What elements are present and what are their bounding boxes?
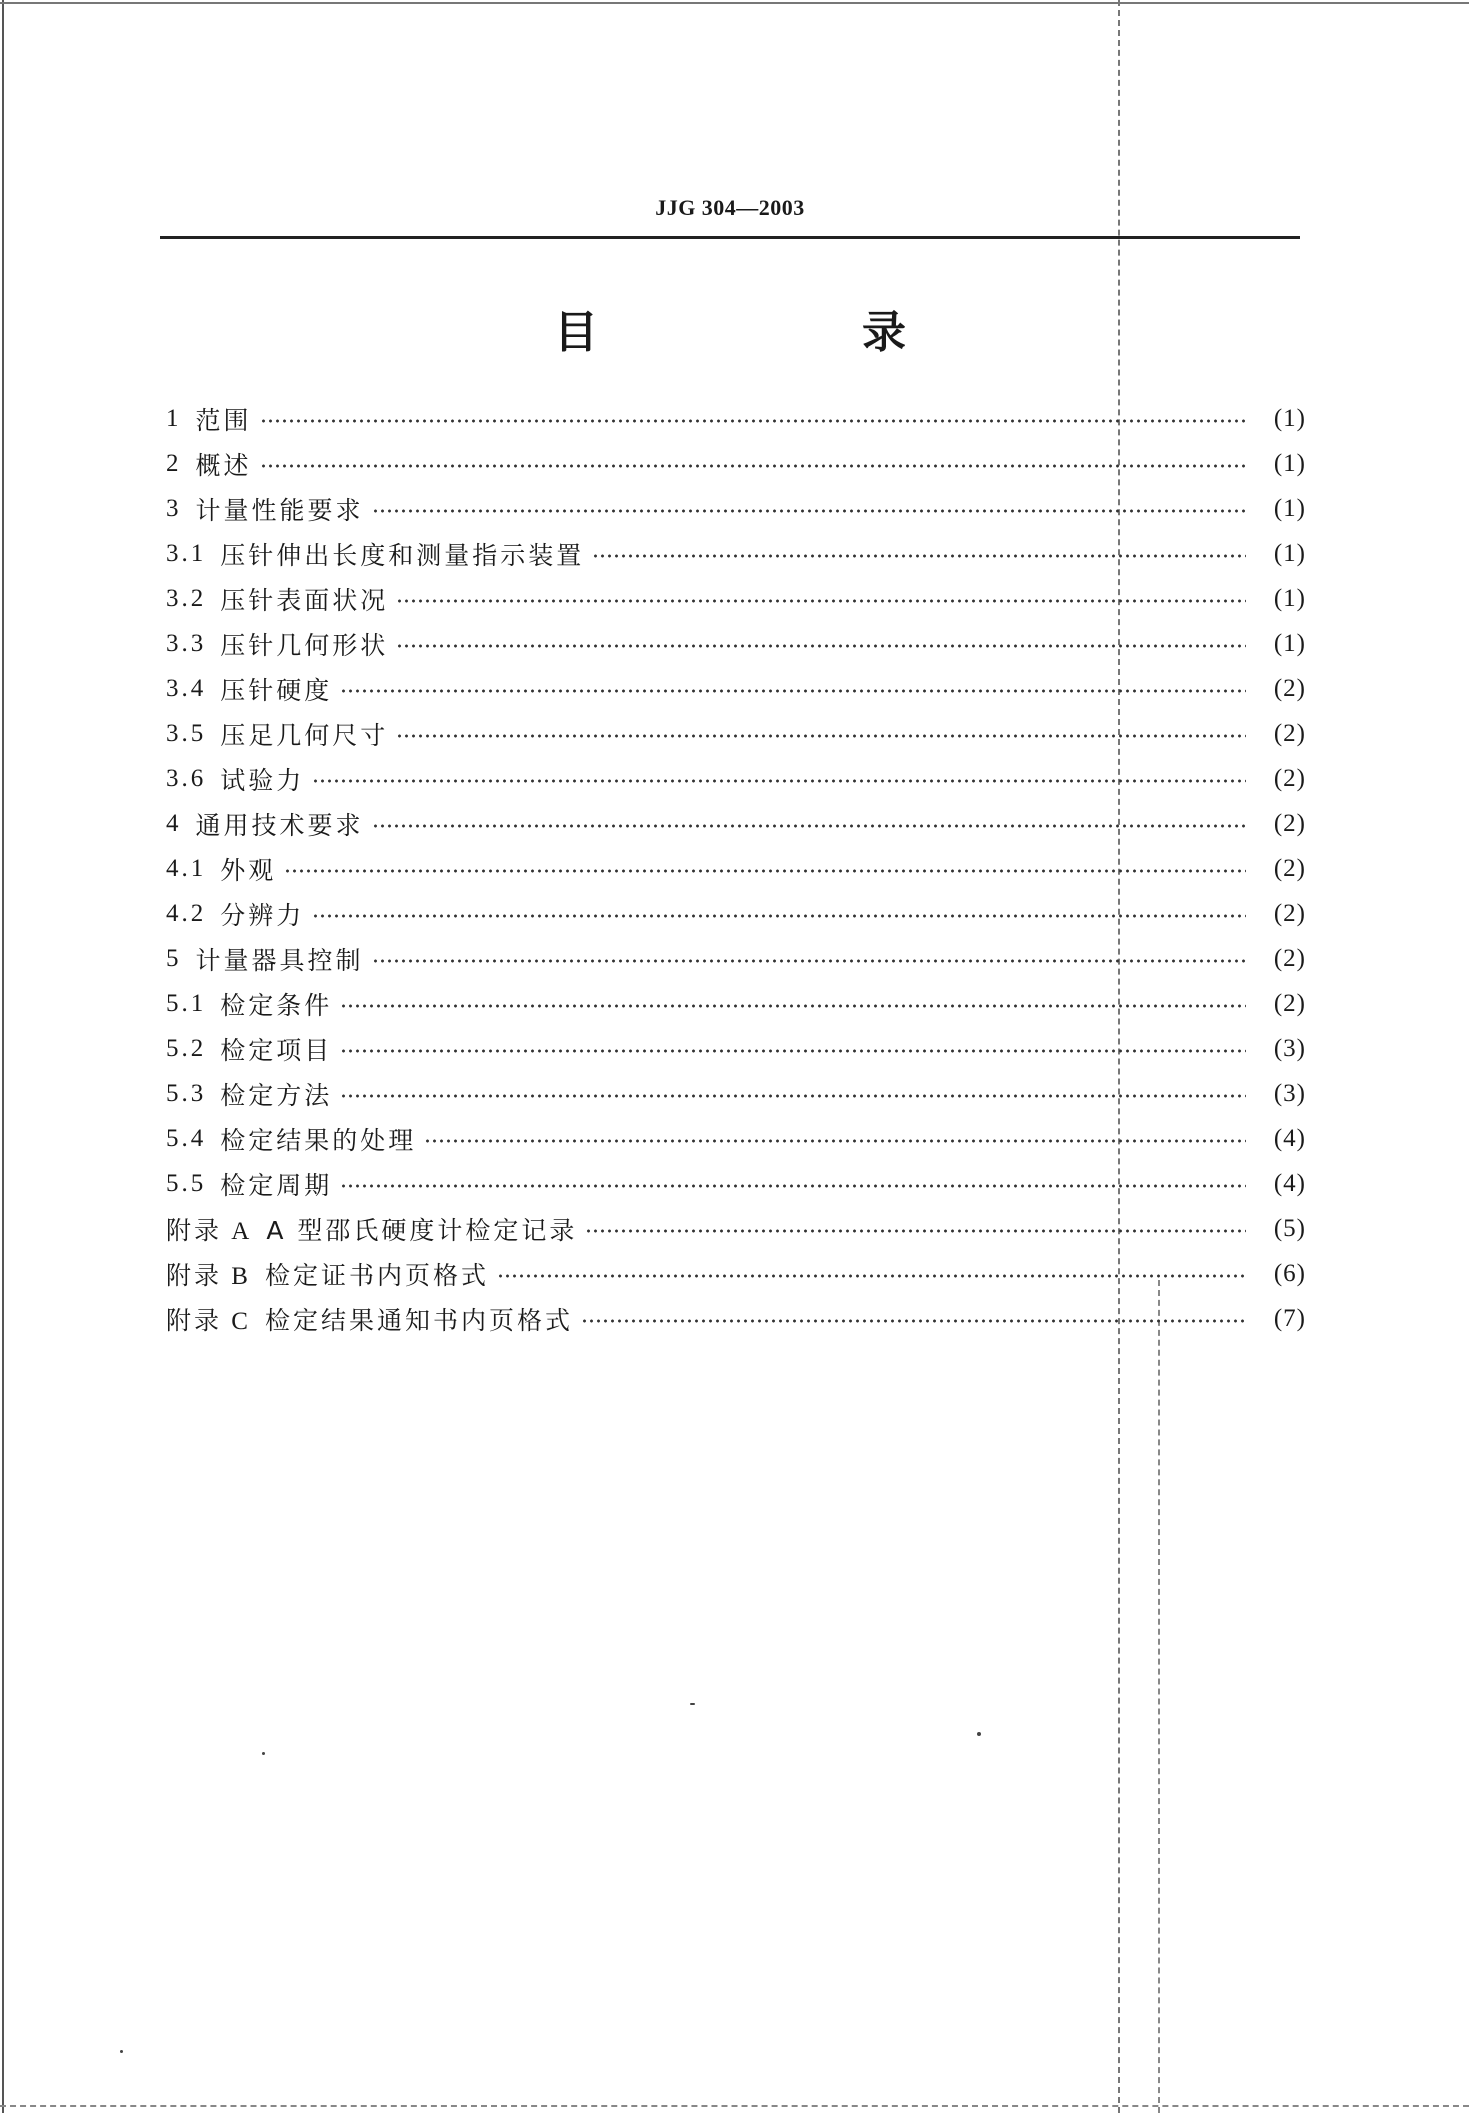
toc-entry: [166, 711, 1306, 756]
toc-entry: [166, 576, 1306, 621]
toc-entry-label: 通用技术要求: [195, 810, 364, 840]
toc-dot-leader: [396, 644, 1246, 648]
toc-entry-number: 3.2: [166, 584, 207, 612]
toc-entry-number: 附录 B: [166, 1262, 251, 1290]
toc-entry-label: 压足几何尺寸: [220, 720, 389, 750]
scan-speck: [120, 2050, 123, 2053]
toc-dot-leader: [396, 599, 1246, 603]
scan-speck: [977, 1732, 981, 1736]
toc-entry: [166, 1161, 1306, 1206]
toc-entry-page: (6): [1273, 1259, 1306, 1287]
toc-entry-page: (4): [1273, 1124, 1306, 1152]
toc-dot-leader: [340, 1184, 1246, 1188]
toc-entry-label: 计量性能要求: [195, 495, 364, 525]
toc-dot-leader: [284, 869, 1246, 873]
toc-entry-number: 2: [166, 449, 182, 477]
toc-entry: [166, 846, 1306, 891]
toc-entry-label: A 型邵氏硬度计检定记录: [266, 1215, 578, 1245]
toc-entry-number: 1: [166, 404, 182, 432]
toc-entry-label: 概述: [195, 450, 252, 480]
toc-entry-label: 试验力: [220, 765, 305, 795]
table-of-contents: [166, 396, 1306, 1341]
toc-entry: [166, 1071, 1306, 1116]
toc-entry-number: 4.2: [166, 899, 207, 927]
toc-entry: [166, 891, 1306, 936]
toc-entry: [166, 621, 1306, 666]
toc-dot-leader: [372, 824, 1246, 828]
toc-entry-label: 分辨力: [220, 900, 305, 930]
toc-entry-number: 5.1: [166, 989, 207, 1017]
toc-dot-leader: [340, 1004, 1246, 1008]
toc-entry-label: 检定条件: [220, 990, 333, 1020]
toc-entry-number: 4.1: [166, 854, 207, 882]
toc-entry-label: 检定结果的处理: [220, 1125, 417, 1155]
toc-entry-number: 3.5: [166, 719, 207, 747]
toc-dot-leader: [497, 1274, 1246, 1278]
toc-entry-label: 压针伸出长度和测量指示装置: [220, 540, 585, 570]
toc-entry-label: 检定项目: [220, 1035, 333, 1065]
toc-entry-page: (2): [1273, 854, 1306, 882]
toc-dot-leader: [372, 509, 1246, 513]
toc-entry-number: 5.5: [166, 1169, 207, 1197]
toc-dot-leader: [372, 959, 1246, 963]
toc-entry-page: (1): [1273, 629, 1306, 657]
toc-entry-page: (1): [1273, 539, 1306, 567]
toc-entry-page: (3): [1273, 1079, 1306, 1107]
toc-entry-number: 3.4: [166, 674, 207, 702]
toc-entry-number: 3: [166, 494, 182, 522]
toc-entry: [166, 1026, 1306, 1071]
header-rule: [160, 236, 1300, 239]
toc-entry-page: (3): [1273, 1034, 1306, 1062]
toc-entry-page: (2): [1273, 989, 1306, 1017]
toc-dot-leader: [585, 1229, 1246, 1233]
toc-dot-leader: [424, 1139, 1246, 1143]
toc-entry-number: 5.4: [166, 1124, 207, 1152]
toc-entry-page: (4): [1273, 1169, 1306, 1197]
toc-entry-label: 外观: [220, 855, 277, 885]
toc-entry-number: 附录 C: [166, 1307, 251, 1335]
toc-entry: [166, 1251, 1306, 1296]
toc-entry-page: (1): [1273, 494, 1306, 522]
toc-entry-label: 检定结果通知书内页格式: [264, 1305, 573, 1335]
toc-dot-leader: [260, 419, 1246, 423]
scan-speck: [690, 1703, 695, 1705]
toc-entry: [166, 531, 1306, 576]
running-header: JJG 304—2003: [655, 195, 805, 220]
toc-entry: [166, 666, 1306, 711]
toc-dot-leader: [340, 1049, 1246, 1053]
toc-dot-leader: [260, 464, 1246, 468]
toc-entry-number: 4: [166, 809, 182, 837]
toc-dot-leader: [581, 1319, 1246, 1323]
toc-entry-number: 3.6: [166, 764, 207, 792]
toc-entry-label: 范围: [195, 405, 252, 435]
toc-dot-leader: [312, 779, 1246, 783]
toc-entry-label: 检定周期: [220, 1170, 333, 1200]
page-edge-top: [0, 2, 1469, 4]
toc-entry-label: 检定证书内页格式: [264, 1260, 489, 1290]
toc-entry: [166, 486, 1306, 531]
toc-entry-number: 3.3: [166, 629, 207, 657]
page-edge-bottom: [0, 2105, 1469, 2107]
toc-entry: [166, 1116, 1306, 1161]
toc-entry: [166, 441, 1306, 486]
toc-entry-number: 5.2: [166, 1034, 207, 1062]
toc-entry: [166, 756, 1306, 801]
toc-entry: [166, 396, 1306, 441]
toc-entry-page: (7): [1273, 1304, 1306, 1332]
scan-speck: [262, 1752, 265, 1755]
toc-entry-page: (1): [1273, 584, 1306, 612]
toc-entry: [166, 981, 1306, 1026]
toc-dot-leader: [312, 914, 1246, 918]
toc-entry-label: 计量器具控制: [195, 945, 364, 975]
toc-entry: [166, 801, 1306, 846]
toc-entry-page: (2): [1273, 719, 1306, 747]
toc-entry-label: 压针硬度: [220, 675, 333, 705]
toc-entry-number: 5: [166, 944, 182, 972]
page-edge-left: [2, 0, 4, 2113]
toc-entry-page: (2): [1273, 809, 1306, 837]
toc-entry-page: (2): [1273, 674, 1306, 702]
toc-dot-leader: [396, 734, 1246, 738]
page-title: 目 录: [554, 307, 1016, 358]
toc-entry-page: (1): [1273, 449, 1306, 477]
toc-entry-label: 压针几何形状: [220, 630, 389, 660]
toc-entry: [166, 936, 1306, 981]
toc-entry-number: 附录 A: [166, 1217, 253, 1245]
toc-entry-page: (2): [1273, 899, 1306, 927]
toc-entry-page: (2): [1273, 764, 1306, 792]
toc-entry-label: 压针表面状况: [220, 585, 389, 615]
toc-entry-number: 5.3: [166, 1079, 207, 1107]
toc-entry-number: 3.1: [166, 539, 207, 567]
toc-entry: [166, 1206, 1306, 1251]
toc-entry: [166, 1296, 1306, 1341]
toc-entry-label: 检定方法: [220, 1080, 333, 1110]
toc-dot-leader: [592, 554, 1246, 558]
toc-dot-leader: [340, 1094, 1246, 1098]
scan-fold-line-lower: [1158, 1280, 1160, 2113]
toc-entry-page: (2): [1273, 944, 1306, 972]
toc-dot-leader: [340, 689, 1246, 693]
toc-entry-page: (5): [1273, 1214, 1306, 1242]
toc-entry-page: (1): [1273, 404, 1306, 432]
